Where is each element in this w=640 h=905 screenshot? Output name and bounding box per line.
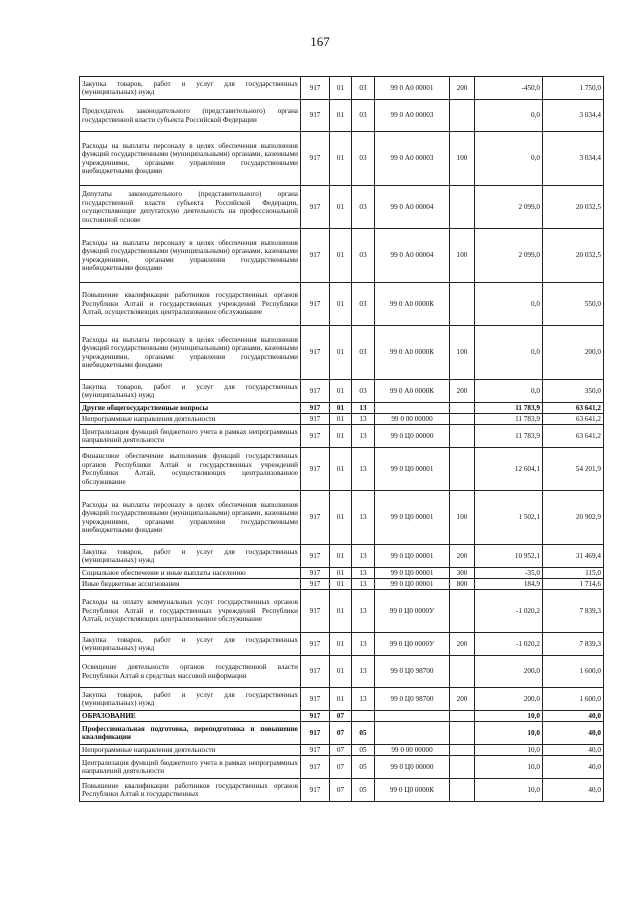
row-subsection-code: 03 [352,100,375,132]
row-name: Закупка товаров, работ и услуг для государственных (муниципальных) нужд [80,633,301,656]
row-expense-type-code [450,100,475,132]
table-row [80,590,604,633]
row-name: Профессиональная подготовка, переподготовка и повышение квалификации [80,722,301,745]
row-section-code: 07 [330,722,352,745]
table-row [80,711,604,722]
row-amount-change: 10,0 [475,711,543,722]
row-amount-change: 11 783,9 [475,425,543,448]
row-target-article-code: 99 0 Ц0 00000 [375,756,450,779]
row-subsection-code [352,711,375,722]
row-subsection-code: 13 [352,403,375,414]
row-target-article-code: 99 0 Ц0 00001 [375,491,450,545]
row-expense-type-code: 800 [450,579,475,590]
row-target-article-code [375,711,450,722]
row-ministry-code: 917 [301,656,330,688]
row-amount-total: 20 902,9 [543,491,604,545]
row-ministry-code: 917 [301,132,330,186]
row-subsection-code: 13 [352,568,375,579]
row-ministry-code: 917 [301,745,330,756]
row-subsection-code: 05 [352,779,375,802]
row-amount-total: 350,0 [543,380,604,403]
row-name: Централизация функций бюджетного учета в рамках непрограммных направлений деятельности [80,756,301,779]
row-section-code: 01 [330,77,352,100]
row-ministry-code: 917 [301,688,330,711]
row-ministry-code: 917 [301,229,330,283]
table-row [80,579,604,590]
row-ministry-code: 917 [301,779,330,802]
row-subsection-code: 03 [352,229,375,283]
row-amount-change: 0,0 [475,132,543,186]
row-subsection-code: 13 [352,590,375,633]
row-section-code: 01 [330,414,352,425]
row-subsection-code: 05 [352,756,375,779]
row-target-article-code: 99 0 А0 00003 [375,100,450,132]
table-row [80,132,604,186]
row-amount-change: 2 099,0 [475,186,543,229]
row-amount-total: 115,0 [543,568,604,579]
row-expense-type-code [450,425,475,448]
row-name: Непрограммные направления деятельности [80,745,301,756]
row-subsection-code: 03 [352,326,375,380]
row-section-code: 01 [330,688,352,711]
table-row [80,779,604,802]
row-expense-type-code [450,403,475,414]
row-amount-change: 10,0 [475,745,543,756]
row-amount-change: -1 020,2 [475,633,543,656]
row-expense-type-code [450,590,475,633]
row-target-article-code: 99 0 А0 00004 [375,186,450,229]
row-expense-type-code: 100 [450,326,475,380]
row-expense-type-code: 300 [450,568,475,579]
row-section-code: 01 [330,579,352,590]
row-amount-change: 11 783,9 [475,414,543,425]
row-name: Расходы на выплаты персоналу в целях обеспечения выполнения функций государственными (муниципальными) органами, казенными учреждениями, органами управления государственными внебюджетными фондами [80,229,301,283]
row-subsection-code: 13 [352,414,375,425]
row-expense-type-code: 100 [450,229,475,283]
row-amount-change: 200,0 [475,688,543,711]
row-name: Закупка товаров, работ и услуг для государственных (муниципальных) нужд [80,545,301,568]
row-amount-total: 40,0 [543,756,604,779]
row-amount-total: 3 034,4 [543,132,604,186]
row-amount-total: 1 714,6 [543,579,604,590]
row-section-code: 01 [330,590,352,633]
row-name: Расходы на выплаты персоналу в целях обеспечения выполнения функций государственными (муниципальными) органами, казенными учреждениями, органами управления государственными внебюджетными фондами [80,132,301,186]
row-name: Финансовое обеспечение выполнения функций государственных органов Республики Алтай и государственных учреждений Республики Алтай, осуществляющих централизованное обслуживание [80,448,301,491]
row-amount-change: -1 020,2 [475,590,543,633]
row-target-article-code: 99 0 А0 0000К [375,380,450,403]
row-name: Закупка товаров, работ и услуг для государственных (муниципальных) нужд [80,688,301,711]
row-amount-change: 10,0 [475,779,543,802]
row-ministry-code: 917 [301,448,330,491]
row-subsection-code: 03 [352,380,375,403]
row-amount-change: -450,0 [475,77,543,100]
row-expense-type-code [450,414,475,425]
row-ministry-code: 917 [301,326,330,380]
row-subsection-code: 03 [352,283,375,326]
row-expense-type-code: 200 [450,77,475,100]
row-amount-total: 40,0 [543,711,604,722]
row-ministry-code: 917 [301,380,330,403]
row-amount-total: 7 839,3 [543,633,604,656]
row-ministry-code: 917 [301,568,330,579]
row-amount-change: 2 099,0 [475,229,543,283]
row-subsection-code: 13 [352,448,375,491]
row-section-code: 07 [330,711,352,722]
table-row [80,425,604,448]
row-ministry-code: 917 [301,100,330,132]
row-amount-total: 31 469,4 [543,545,604,568]
row-subsection-code: 13 [352,425,375,448]
row-expense-type-code [450,779,475,802]
row-expense-type-code [450,656,475,688]
table-row [80,326,604,380]
row-ministry-code: 917 [301,414,330,425]
table-row [80,403,604,414]
row-section-code: 01 [330,448,352,491]
table-row [80,100,604,132]
page-number: 167 [310,34,330,49]
row-name: Расходы на выплаты персоналу в целях обеспечения выполнения функций государственными (муниципальными) органами, казенными учреждениями, органами управления государственными внебюджетными фондами [80,326,301,380]
row-ministry-code: 917 [301,425,330,448]
table-row [80,545,604,568]
row-name: Расходы на оплату коммунальных услуг государственных органов Республики Алтай и государственных учреждений Республики Алтай, осуществляющих централизованное обслуживание [80,590,301,633]
row-amount-total: 1 600,0 [543,656,604,688]
row-amount-total: 40,0 [543,745,604,756]
table-row [80,633,604,656]
row-amount-change: 0,0 [475,380,543,403]
row-name: Освещение деятельности органов государственной власти Республики Алтай в средствах массовой информации [80,656,301,688]
row-expense-type-code [450,711,475,722]
row-expense-type-code: 100 [450,491,475,545]
row-target-article-code: 99 0 Ц0 0000У [375,590,450,633]
row-amount-change: 10,0 [475,756,543,779]
table-row [80,448,604,491]
row-ministry-code: 917 [301,722,330,745]
table-row [80,414,604,425]
row-section-code: 01 [330,545,352,568]
row-amount-total: 550,0 [543,283,604,326]
row-name: Председатель законодательного (представительного) органа государственной власти субъекта Российской Федерации [80,100,301,132]
row-section-code: 07 [330,779,352,802]
row-name: Социальное обеспечение и иные выплаты населению [80,568,301,579]
table-row [80,688,604,711]
row-expense-type-code [450,745,475,756]
row-amount-change: 10,0 [475,722,543,745]
row-target-article-code: 99 0 00 00000 [375,745,450,756]
row-ministry-code: 917 [301,590,330,633]
row-subsection-code: 13 [352,656,375,688]
row-target-article-code: 99 0 А0 00004 [375,229,450,283]
row-name: Другие общегосударственные вопросы [80,403,301,414]
row-ministry-code: 917 [301,711,330,722]
row-subsection-code: 05 [352,745,375,756]
table-row [80,380,604,403]
table-row [80,186,604,229]
row-amount-change: 1 502,1 [475,491,543,545]
row-amount-change: 0,0 [475,100,543,132]
row-subsection-code: 03 [352,77,375,100]
row-name: Централизация функций бюджетного учета в рамках непрограммных направлений деятельности [80,425,301,448]
row-amount-total: 3 034,4 [543,100,604,132]
row-subsection-code: 03 [352,186,375,229]
row-amount-total: 200,0 [543,326,604,380]
row-section-code: 01 [330,326,352,380]
row-section-code: 01 [330,403,352,414]
row-amount-change: 0,0 [475,283,543,326]
row-name: Иные бюджетные ассигнования [80,579,301,590]
row-amount-total: 40,0 [543,722,604,745]
row-amount-change: 0,0 [475,326,543,380]
row-amount-total: 63 641,2 [543,425,604,448]
row-amount-change: 11 783,9 [475,403,543,414]
row-amount-total: 54 201,9 [543,448,604,491]
table-row [80,722,604,745]
row-target-article-code: 99 0 00 00000 [375,414,450,425]
row-ministry-code: 917 [301,77,330,100]
row-ministry-code: 917 [301,545,330,568]
row-section-code: 01 [330,633,352,656]
row-target-article-code: 99 0 А0 00001 [375,77,450,100]
row-target-article-code [375,403,450,414]
row-target-article-code: 99 0 А0 00003 [375,132,450,186]
row-section-code: 01 [330,380,352,403]
row-subsection-code: 05 [352,722,375,745]
budget-table-body [80,77,604,802]
row-expense-type-code: 200 [450,545,475,568]
row-amount-change: -35,0 [475,568,543,579]
row-expense-type-code [450,186,475,229]
row-section-code: 07 [330,756,352,779]
row-expense-type-code: 200 [450,633,475,656]
row-amount-change: 200,0 [475,656,543,688]
row-section-code: 01 [330,656,352,688]
row-name: Повышение квалификации работников государственных органов Республики Алтай и государственных [80,779,301,802]
table-row [80,491,604,545]
row-ministry-code: 917 [301,579,330,590]
row-amount-total: 20 032,5 [543,186,604,229]
table-row [80,77,604,100]
row-section-code: 01 [330,100,352,132]
row-amount-total: 63 641,2 [543,403,604,414]
row-name: Депутаты законодательного (представительного) органа государственной власти субъекта Российской Федерации, осуществляющие депутатскую деятельность на профессиональной постоянной основе [80,186,301,229]
row-section-code: 01 [330,132,352,186]
row-name: Закупка товаров, работ и услуг для государственных (муниципальных) нужд [80,380,301,403]
row-subsection-code: 13 [352,491,375,545]
table-row [80,229,604,283]
row-ministry-code: 917 [301,186,330,229]
row-expense-type-code: 200 [450,688,475,711]
row-expense-type-code: 200 [450,380,475,403]
table-row [80,756,604,779]
row-ministry-code: 917 [301,491,330,545]
row-name: Закупка товаров, работ и услуг для государственных (муниципальных) нужд [80,77,301,100]
row-expense-type-code [450,283,475,326]
row-section-code: 01 [330,186,352,229]
table-row [80,745,604,756]
row-section-code: 01 [330,283,352,326]
row-target-article-code: 99 0 Ц0 98700 [375,688,450,711]
row-subsection-code: 13 [352,688,375,711]
row-section-code: 01 [330,425,352,448]
row-expense-type-code [450,722,475,745]
row-amount-total: 1 600,0 [543,688,604,711]
row-target-article-code: 99 0 А0 0000К [375,283,450,326]
row-target-article-code: 99 0 Ц0 0000К [375,779,450,802]
row-amount-total: 63 641,2 [543,414,604,425]
row-subsection-code: 13 [352,545,375,568]
row-expense-type-code [450,756,475,779]
row-name: Расходы на выплаты персоналу в целях обеспечения выполнения функций государственными (муниципальными) органами, казенными учреждениями, органами управления государственными внебюджетными фондами [80,491,301,545]
row-target-article-code: 99 0 Ц0 00001 [375,448,450,491]
row-name: Непрограммные направления деятельности [80,414,301,425]
row-subsection-code: 03 [352,132,375,186]
table-row [80,283,604,326]
budget-table [79,76,604,802]
row-section-code: 01 [330,229,352,283]
row-amount-change: 184,9 [475,579,543,590]
table-row [80,656,604,688]
row-expense-type-code: 100 [450,132,475,186]
row-name: Повышение квалификации работников государственных органов Республики Алтай и государственных учреждений Республики Алтай, осуществляющих централизованное обслуживание [80,283,301,326]
table-row [80,568,604,579]
row-subsection-code: 13 [352,579,375,590]
row-target-article-code: 99 0 Ц0 00001 [375,568,450,579]
row-section-code: 01 [330,568,352,579]
row-ministry-code: 917 [301,283,330,326]
row-target-article-code [375,722,450,745]
row-amount-total: 40,0 [543,779,604,802]
row-section-code: 07 [330,745,352,756]
row-target-article-code: 99 0 Ц0 00001 [375,579,450,590]
row-ministry-code: 917 [301,756,330,779]
row-amount-change: 10 952,1 [475,545,543,568]
row-target-article-code: 99 0 Ц0 98700 [375,656,450,688]
row-target-article-code: 99 0 Ц0 00001 [375,545,450,568]
row-target-article-code: 99 0 Ц0 00000 [375,425,450,448]
row-amount-change: 12 604,1 [475,448,543,491]
row-section-code: 01 [330,491,352,545]
row-amount-total: 7 839,3 [543,590,604,633]
row-name: ОБРАЗОВАНИЕ [80,711,301,722]
row-target-article-code: 99 0 Ц0 0000У [375,633,450,656]
row-ministry-code: 917 [301,633,330,656]
row-subsection-code: 13 [352,633,375,656]
row-amount-total: 20 032,5 [543,229,604,283]
row-target-article-code: 99 0 А0 0000К [375,326,450,380]
row-expense-type-code [450,448,475,491]
row-ministry-code: 917 [301,403,330,414]
row-amount-total: 1 750,0 [543,77,604,100]
